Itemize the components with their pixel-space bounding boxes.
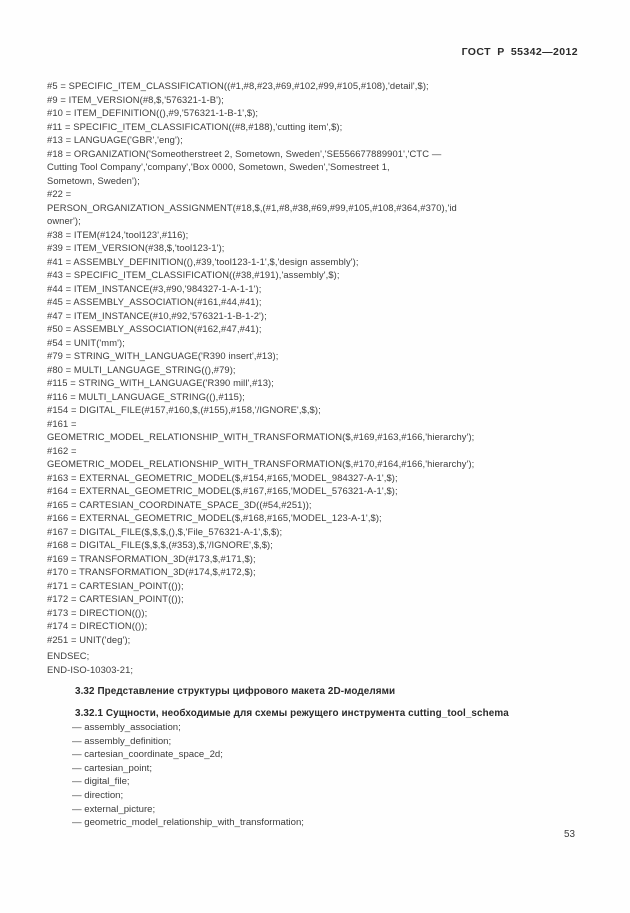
code-line: #162 = [47,444,77,456]
code-line: #22 = [47,188,72,199]
code-line: #5 = SPECIFIC_ITEM_CLASSIFICATION((#1,#8,#23,#69,#102,#99,#105,#108),'detail',$); [47,80,429,91]
code-line: #251 = UNIT('deg'); [47,633,131,645]
code-line: #167 = DIGITAL_FILE($,$,$,(),$,'File_576321-A-1',$,$); [47,525,283,537]
code-line: #45 = ASSEMBLY_ASSOCIATION(#161,#44,#41); [47,296,262,307]
code-line: #44 = ITEM_INSTANCE(#3,#90,'984327-1-A-1-1'); [47,282,262,294]
code-line: #169 = TRANSFORMATION_3D(#173,$,#171,$); [47,552,256,564]
code-line: #54 = UNIT('mm'); [47,336,125,348]
entity-list [72,721,587,830]
code-line: #9 = ITEM_VERSION(#8,$,'576321-1-B'); [47,93,224,105]
code-line: ENDSEC; [47,650,90,661]
page-number: 53 [564,829,575,840]
code-line: #39 = ITEM_VERSION(#38,$,'tool123-1'); [47,242,225,253]
code-line: #41 = ASSEMBLY_DEFINITION((),#39,'tool123-1-1',$,'design assembly'); [47,255,359,267]
code-line: #80 = MULTI_LANGUAGE_STRING((),#79); [47,363,236,375]
code-line: #154 = DIGITAL_FILE(#157,#160,$,(#155),#158,'/IGNORE',$,$); [47,404,321,415]
code-line: #79 = STRING_WITH_LANGUAGE('R390 insert',#13); [47,350,279,361]
code-line: #115 = STRING_WITH_LANGUAGE('R390 mill',#13); [47,377,274,388]
code-line: #174 = DIRECTION(()); [47,620,148,631]
entity-list-item: — assembly_definition; [72,735,172,747]
entity-list-item: — external_picture; [72,803,156,815]
code-line: #164 = EXTERNAL_GEOMETRIC_MODEL($,#167,#165,'MODEL_576321-A-1',$); [47,485,398,496]
code-line: #166 = EXTERNAL_GEOMETRIC_MODEL($,#168,#165,'MODEL_123-A-1',$); [47,512,382,523]
page-content [47,79,587,830]
entity-list-item: — direction; [72,789,124,801]
entity-list-item: — geometric_model_relationship_with_transformation; [72,817,304,829]
section-heading-3-32: 3.32 Представление структуры цифрового макета 2D-моделями [75,686,396,697]
code-line: #168 = DIGITAL_FILE($,$,$,(#353),$,'/IGNORE',$,$); [47,539,273,550]
code-line: #18 = ORGANIZATION('Someotherstreet 2, Sometown, Sweden','SE556677889901','CTC — [47,147,442,159]
code-line: #170 = TRANSFORMATION_3D(#174,$,#172,$); [47,566,256,577]
code-line: #171 = CARTESIAN_POINT(()); [47,579,184,591]
code-line: owner'); [47,215,81,226]
entity-list-item: — cartesian_coordinate_space_2d; [72,749,223,761]
code-line: GEOMETRIC_MODEL_RELATIONSHIP_WITH_TRANSFORMATION($,#169,#163,#166,'hierarchy'); [47,431,475,442]
code-line: #172 = CARTESIAN_POINT(()); [47,593,184,604]
code-line: END-ISO-10303-21; [47,663,134,675]
standard-number-header: ГОСТ Р 55342—2012 [461,46,578,58]
code-line: #165 = CARTESIAN_COORDINATE_SPACE_3D((#54,#251)); [47,498,312,510]
code-line: #161 = [47,417,77,429]
code-line: Sometown, Sweden'); [47,174,140,186]
code-line: #116 = MULTI_LANGUAGE_STRING((),#115); [47,390,245,402]
code-line: #173 = DIRECTION(()); [47,606,148,618]
step-code-listing [47,79,587,676]
section-heading-3-32-1: 3.32.1 Сущности, необходимые для схемы режущего инструмента cutting_tool_schema [75,707,509,719]
code-line: #10 = ITEM_DEFINITION((),#9,'576321-1-B-1',$); [47,107,259,118]
code-line: #11 = SPECIFIC_ITEM_CLASSIFICATION((#8,#188),'cutting item',$); [47,120,343,132]
entity-list-item: — digital_file; [72,776,130,788]
code-line: #13 = LANGUAGE('GBR','eng'); [47,134,183,145]
entity-list-item: — cartesian_point; [72,762,152,774]
code-line: #43 = SPECIFIC_ITEM_CLASSIFICATION((#38,#191),'assembly',$); [47,269,340,280]
code-line: #38 = ITEM(#124,'tool123',#116); [47,228,189,240]
code-line: Cutting Tool Company','company','Box 0000, Sometown, Sweden','Somestreet 1, [47,161,390,172]
entity-list-item: — assembly_association; [72,722,181,733]
code-line: GEOMETRIC_MODEL_RELATIONSHIP_WITH_TRANSFORMATION($,#170,#164,#166,'hierarchy'); [47,458,475,469]
step-data-section [47,79,587,646]
code-line: PERSON_ORGANIZATION_ASSIGNMENT(#18,$,(#1,#8,#38,#69,#99,#105,#108,#364,#370),'id [47,201,457,213]
code-line: #163 = EXTERNAL_GEOMETRIC_MODEL($,#154,#165,'MODEL_984327-A-1',$); [47,471,398,483]
code-line: #50 = ASSEMBLY_ASSOCIATION(#162,#47,#41); [47,323,262,334]
step-end-section [47,649,587,676]
code-line: #47 = ITEM_INSTANCE(#10,#92,'576321-1-B-1-2'); [47,309,267,321]
